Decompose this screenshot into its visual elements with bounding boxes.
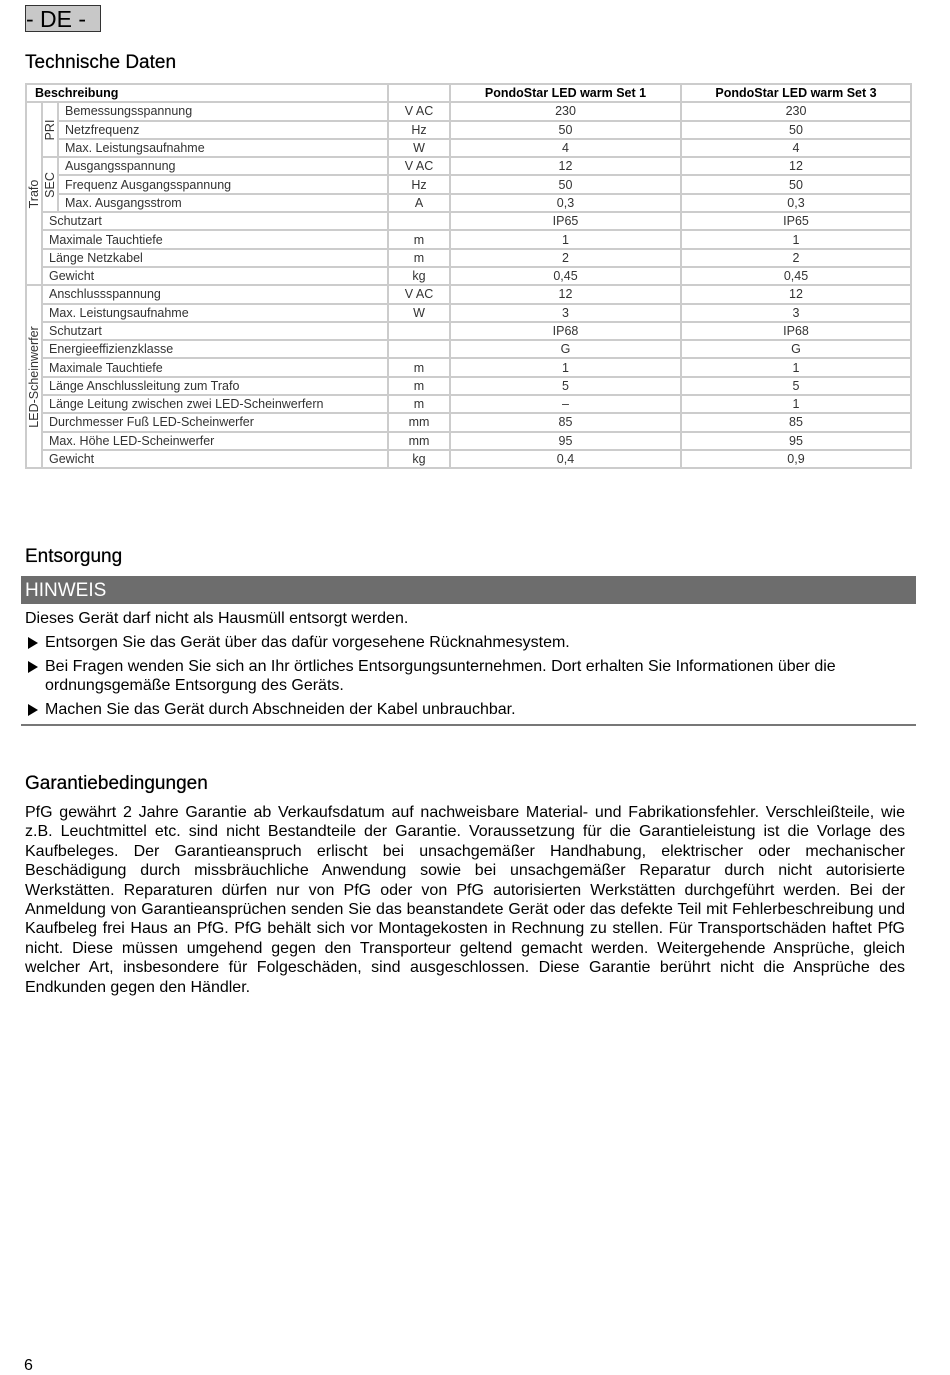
row-value-set3: 1 [681, 230, 911, 248]
row-description: Gewicht [42, 267, 388, 285]
row-value-set1: 50 [450, 175, 681, 193]
language-badge: - DE - [25, 5, 101, 32]
row-description: Frequenz Ausgangsspannung [58, 175, 388, 193]
row-description: Bemessungsspannung [58, 102, 388, 120]
row-value-set3: 4 [681, 139, 911, 157]
table-row [26, 212, 911, 230]
row-description: Länge Netzkabel [42, 249, 388, 267]
row-value-set1: 12 [450, 285, 681, 303]
row-value-set3: G [681, 340, 911, 358]
table-row [26, 157, 911, 175]
row-value-set3: 0,9 [681, 450, 911, 468]
row-value-set3: 1 [681, 395, 911, 413]
table-row [26, 432, 911, 450]
row-value-set1: 50 [450, 121, 681, 139]
row-description: Max. Leistungsaufnahme [58, 139, 388, 157]
row-value-set3: 12 [681, 285, 911, 303]
table-row [26, 175, 911, 193]
row-unit [388, 340, 450, 358]
row-value-set3: 230 [681, 102, 911, 120]
row-value-set1: 5 [450, 377, 681, 395]
row-value-set1: 2 [450, 249, 681, 267]
notice-banner: HINWEIS [21, 576, 916, 604]
group-label-pri [42, 102, 58, 157]
group-label-trafo [26, 102, 42, 285]
row-value-set1: 1 [450, 230, 681, 248]
row-unit: m [388, 358, 450, 376]
row-value-set3: 1 [681, 358, 911, 376]
row-description: Ausgangsspannung [58, 157, 388, 175]
row-description: Maximale Tauchtiefe [42, 358, 388, 376]
row-value-set1: 4 [450, 139, 681, 157]
row-unit: m [388, 249, 450, 267]
row-value-set3: 0,3 [681, 194, 911, 212]
row-value-set3: 0,45 [681, 267, 911, 285]
warranty-text: PfG gewährt 2 Jahre Garantie ab Verkaufsdatum auf nachweisbare Material- und Fabrikationsfehler. Verschleißteile, wie z.B. Leuchtmittel etc. sind nicht Bestandteile der Garantie. Voraussetzung für die Garantieleistung ist die Vorlage des Kaufbeleges. Der Garantieanspruch erlischt bei unsachgemäßer Handhabung, elektrischer oder mechanischer Beschädigung durch missbräuchliche Anwendung sowie bei unsachgemäßer Reparatur durch nicht autorisierte Werkstätten. Reparaturen dürfen nur von PfG oder von PfG autorisierten Werkstätten durchgeführt werden. Bei der Anmeldung von Garantieansprüchen senden Sie das beanstandete Gerät oder das defekte Teil mit Fehlerbeschreibung und Kaufbeleg frei Haus an PfG. PfG behält sich vor Montagekosten in Rechnung zu stellen. Für Transportschäden haftet PfG nicht. Diese müssen umgehend gegen den Transporteur geltend gemacht werden. Weitergehende Ansprüche, gleich welcher Art, insbesondere für Folgeschäden, sind ausgeschlossen. Diese Garantie berührt nicht die Ansprüche des Endkunden gegen den Händler. [25, 804, 905, 996]
row-value-set1: 1 [450, 358, 681, 376]
row-description: Max. Ausgangsstrom [58, 194, 388, 212]
row-value-set3: 85 [681, 413, 911, 431]
row-unit: mm [388, 413, 450, 431]
disposal-bullet: Entsorgen Sie das Gerät über das dafür vorgesehene Rücknahmesystem. [27, 633, 897, 652]
row-description: Schutzart [42, 212, 388, 230]
row-unit: kg [388, 450, 450, 468]
row-unit: V AC [388, 157, 450, 175]
row-value-set3: IP68 [681, 322, 911, 340]
row-unit: m [388, 230, 450, 248]
table-header-row [26, 84, 911, 102]
row-description: Anschlussspannung [42, 285, 388, 303]
row-value-set3: 50 [681, 121, 911, 139]
divider [21, 724, 916, 726]
header-unit [388, 84, 450, 102]
page-number: 6 [24, 1357, 33, 1374]
table-row [26, 267, 911, 285]
table-row [26, 358, 911, 376]
row-value-set3: IP65 [681, 212, 911, 230]
row-description: Maximale Tauchtiefe [42, 230, 388, 248]
row-value-set3: 5 [681, 377, 911, 395]
row-description: Max. Höhe LED-Scheinwerfer [42, 432, 388, 450]
row-value-set3: 95 [681, 432, 911, 450]
row-unit: V AC [388, 285, 450, 303]
row-description: Max. Leistungsaufnahme [42, 304, 388, 322]
table-row [26, 249, 911, 267]
technical-data-table [25, 83, 912, 469]
row-unit [388, 212, 450, 230]
table-row [26, 450, 911, 468]
row-value-set1: 0,3 [450, 194, 681, 212]
row-description: Netzfrequenz [58, 121, 388, 139]
table-row [26, 377, 911, 395]
row-description: Länge Anschlussleitung zum Trafo [42, 377, 388, 395]
row-unit: W [388, 304, 450, 322]
row-unit: m [388, 377, 450, 395]
table-row [26, 340, 911, 358]
row-value-set1: 12 [450, 157, 681, 175]
row-description: Schutzart [42, 322, 388, 340]
row-value-set1: 0,45 [450, 267, 681, 285]
row-value-set1: 3 [450, 304, 681, 322]
table-row [26, 139, 911, 157]
group-label-sec [42, 157, 58, 212]
row-value-set1: IP68 [450, 322, 681, 340]
row-description: Länge Leitung zwischen zwei LED-Scheinwerfern [42, 395, 388, 413]
row-unit: W [388, 139, 450, 157]
header-set1: PondoStar LED warm Set 1 [450, 84, 681, 102]
row-unit: Hz [388, 121, 450, 139]
disposal-bullet: Machen Sie das Gerät durch Abschneiden der Kabel unbrauchbar. [27, 700, 897, 719]
group-label-led [26, 285, 42, 468]
row-value-set3: 2 [681, 249, 911, 267]
table-row [26, 102, 911, 120]
row-value-set1: 0,4 [450, 450, 681, 468]
table-row [26, 395, 911, 413]
row-unit: mm [388, 432, 450, 450]
row-value-set3: 3 [681, 304, 911, 322]
row-value-set1: 230 [450, 102, 681, 120]
row-value-set1: IP65 [450, 212, 681, 230]
table-row [26, 230, 911, 248]
group-label-text: PRI [43, 119, 57, 141]
row-value-set1: – [450, 395, 681, 413]
section-title-disposal: Entsorgung [25, 546, 123, 567]
disposal-intro: Dieses Gerät darf nicht als Hausmüll entsorgt werden. [25, 610, 409, 627]
row-value-set1: 85 [450, 413, 681, 431]
row-unit: kg [388, 267, 450, 285]
row-unit: Hz [388, 175, 450, 193]
row-value-set3: 12 [681, 157, 911, 175]
row-value-set1: G [450, 340, 681, 358]
row-value-set1: 95 [450, 432, 681, 450]
header-description: Beschreibung [26, 84, 388, 102]
table-row [26, 194, 911, 212]
table-row [26, 304, 911, 322]
section-title-technical-data: Technische Daten [25, 52, 177, 73]
disposal-bullet: Bei Fragen wenden Sie sich an Ihr örtliches Entsorgungsunternehmen. Dort erhalten Sie Informationen über die ordnungsgemäße Entsorgung des Geräts. [27, 657, 897, 696]
row-description: Durchmesser Fuß LED-Scheinwerfer [42, 413, 388, 431]
row-unit: m [388, 395, 450, 413]
section-title-warranty: Garantiebedingungen [25, 773, 208, 794]
table-row [26, 121, 911, 139]
row-unit: A [388, 194, 450, 212]
row-description: Energieeffizienzklasse [42, 340, 388, 358]
header-set3: PondoStar LED warm Set 3 [681, 84, 911, 102]
row-unit [388, 322, 450, 340]
group-label-text: Trafo [27, 179, 41, 209]
row-unit: V AC [388, 102, 450, 120]
row-description: Gewicht [42, 450, 388, 468]
group-label-text: LED-Scheinwerfer [27, 326, 41, 428]
table-row [26, 413, 911, 431]
row-value-set3: 50 [681, 175, 911, 193]
table-row [26, 285, 911, 303]
table-row [26, 322, 911, 340]
group-label-text: SEC [43, 171, 57, 198]
